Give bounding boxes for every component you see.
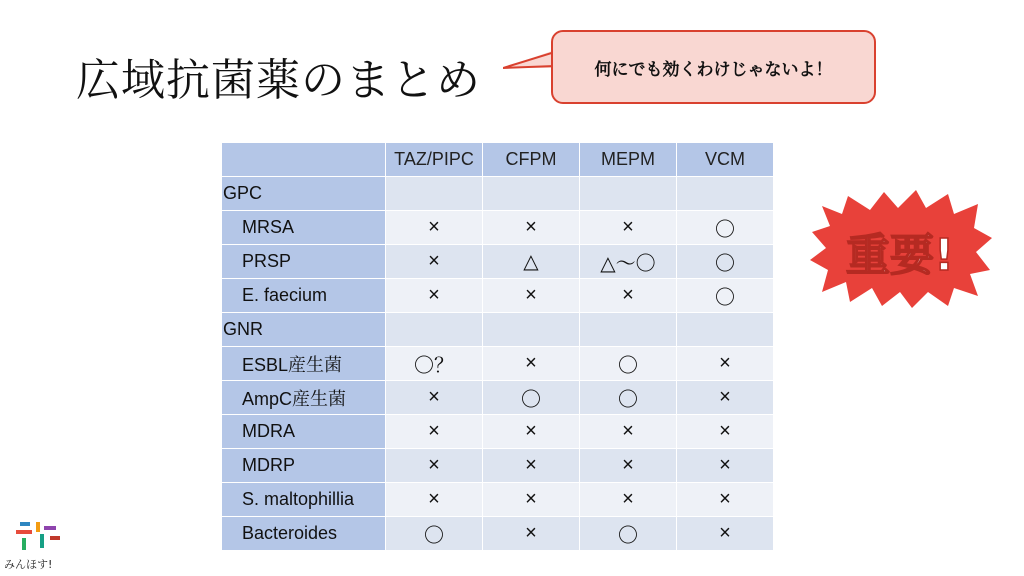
efficacy-cell: × xyxy=(483,449,580,483)
efficacy-cell: × xyxy=(483,517,580,551)
efficacy-cell: × xyxy=(580,415,677,449)
efficacy-cell xyxy=(483,177,580,211)
organism-label: MDRA xyxy=(222,415,386,449)
efficacy-cell: 〇 xyxy=(580,347,677,381)
column-header: TAZ/PIPC xyxy=(386,143,483,177)
efficacy-cell: × xyxy=(580,211,677,245)
efficacy-cell: × xyxy=(483,483,580,517)
efficacy-cell: × xyxy=(580,449,677,483)
efficacy-cell: 〇 xyxy=(580,517,677,551)
efficacy-cell: × xyxy=(483,279,580,313)
efficacy-cell: × xyxy=(386,483,483,517)
organism-label: MDRP xyxy=(222,449,386,483)
callout-text: 何にでも効くわけじゃないよ！ xyxy=(594,59,833,80)
efficacy-cell: × xyxy=(483,415,580,449)
table-row xyxy=(222,381,774,415)
efficacy-cell: 〇 xyxy=(483,381,580,415)
efficacy-cell xyxy=(386,177,483,211)
efficacy-cell xyxy=(677,177,774,211)
callout-bubble xyxy=(551,30,876,104)
efficacy-cell xyxy=(580,313,677,347)
efficacy-cell: △～〇 xyxy=(580,245,677,279)
efficacy-cell xyxy=(386,313,483,347)
group-label: GPC xyxy=(222,177,386,211)
important-badge xyxy=(808,188,992,308)
organism-label: MRSA xyxy=(222,211,386,245)
efficacy-cell: 〇 xyxy=(677,211,774,245)
table-group-row xyxy=(222,313,774,347)
table-group-row xyxy=(222,177,774,211)
table-row xyxy=(222,245,774,279)
organism-label: Bacteroides xyxy=(222,517,386,551)
efficacy-cell: × xyxy=(386,449,483,483)
efficacy-cell: 〇 xyxy=(580,381,677,415)
table-row xyxy=(222,279,774,313)
table-row xyxy=(222,449,774,483)
efficacy-cell: × xyxy=(677,483,774,517)
efficacy-cell: × xyxy=(677,381,774,415)
table-row xyxy=(222,415,774,449)
organism-label: AmpC産生菌 xyxy=(222,381,386,415)
table-row xyxy=(222,211,774,245)
table-row xyxy=(222,483,774,517)
organism-label: ESBL産生菌 xyxy=(222,347,386,381)
logo-text: みんほす! xyxy=(4,558,53,571)
efficacy-cell xyxy=(580,177,677,211)
table-row xyxy=(222,347,774,381)
efficacy-cell xyxy=(483,313,580,347)
efficacy-cell: × xyxy=(386,381,483,415)
organism-label: S. maltophillia xyxy=(222,483,386,517)
efficacy-cell: 〇 xyxy=(677,245,774,279)
efficacy-cell: 〇 xyxy=(386,517,483,551)
efficacy-cell: × xyxy=(386,415,483,449)
efficacy-cell: × xyxy=(386,279,483,313)
column-header: CFPM xyxy=(483,143,580,177)
efficacy-cell: × xyxy=(677,415,774,449)
table-header-row xyxy=(222,143,774,177)
column-header: VCM xyxy=(677,143,774,177)
callout-tail xyxy=(503,46,555,76)
table-row xyxy=(222,517,774,551)
efficacy-cell: × xyxy=(677,449,774,483)
efficacy-cell: × xyxy=(483,211,580,245)
efficacy-cell: × xyxy=(386,245,483,279)
efficacy-cell: 〇？ xyxy=(386,347,483,381)
efficacy-cell: × xyxy=(483,347,580,381)
organism-label: PRSP xyxy=(222,245,386,279)
efficacy-cell: × xyxy=(386,211,483,245)
column-header: MEPM xyxy=(580,143,677,177)
efficacy-cell: 〇 xyxy=(677,279,774,313)
group-label: GNR xyxy=(222,313,386,347)
efficacy-cell: × xyxy=(580,483,677,517)
table-corner-cell xyxy=(222,143,386,177)
efficacy-cell: × xyxy=(677,517,774,551)
efficacy-cell: × xyxy=(677,347,774,381)
efficacy-cell: × xyxy=(580,279,677,313)
efficacy-cell: △ xyxy=(483,245,580,279)
badge-text: 重要! xyxy=(845,230,955,281)
antibiotic-table xyxy=(221,142,774,551)
slide-title: 広域抗菌薬のまとめ xyxy=(76,55,481,106)
organism-label: E. faecium xyxy=(222,279,386,313)
efficacy-cell xyxy=(677,313,774,347)
